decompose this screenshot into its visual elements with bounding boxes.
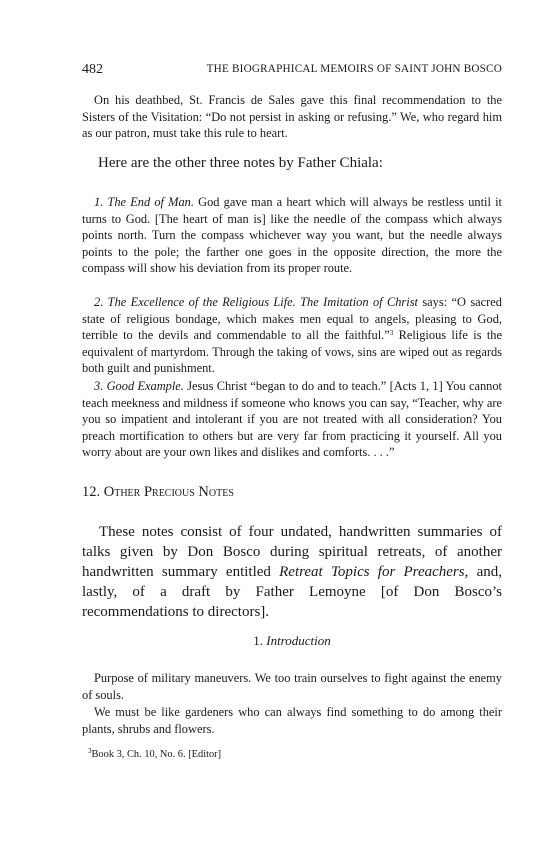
note-text: Religious life is the equivalent of martyrdom. Through the taking of vows, sins are wiped out as regards both guilt and punishment. [82, 328, 502, 375]
page-header [82, 62, 502, 82]
intro-line: Here are the other three notes by Father Chiala: [98, 155, 383, 171]
paragraph-military: Purpose of military maneuvers. We too train ourselves to fight against the enemy of souls. [82, 671, 502, 702]
paragraph-deathbed: On his deathbed, St. Francis de Sales gave this final recommendation to the Sisters of the Visitation: “Do not persist in asking or refusing.” We, who regard him as our patron, must take this rule to heart. [82, 93, 502, 140]
paragraph-gardeners: We must be like gardeners who can always find something to do among their plants, shrubs and flowers. [82, 705, 502, 736]
section-heading [82, 484, 234, 501]
note-lead: 3. Good Example. [94, 379, 184, 393]
footnote-text: Book 3, Ch. 10, No. 6. [Editor] [91, 749, 222, 760]
note-text: God gave man a heart which will always be restless until it turns to God. [The heart of man is] like the needle of the compass which always points north. Turn the compass whichever way you want, but the needle always points to the pole; the farther one goes in the opposite direction, the more the compass will show his deviation from its proper route. [82, 195, 502, 275]
footnote [88, 749, 221, 760]
note-end-of-man [82, 194, 502, 277]
subsection-heading [82, 633, 502, 649]
section-text: , and, lastly, of a draft by Father Lemoyne [of Don Bosco’s recommendations to directors]. [82, 564, 502, 620]
note-lead: 1. The End of Man. [94, 195, 194, 209]
note-good-example [82, 378, 502, 461]
note-text: Jesus Christ “began to do and to teach.” [Acts 1, 1] You cannot teach meekness and mildness if someone who knows you can say, “Teacher, why are you so impatient and intolerant if you are not treated with all consideration? You preach mortification to others but are very far from practicing it yourself. All you worry about are your own likes and dislikes and comforts. . . .” [82, 379, 503, 459]
note-text: says: “O sacred state of religious bondage, which makes men equal to angels, pleasing to God, terrible to the devils and commendable to all the faithful.” [82, 295, 502, 342]
section-text: These notes consist of four undated, handwritten summaries of talks given by Don Bosco during spiritual retreats, of another handwritten summary entitled [82, 524, 502, 580]
page-number: 482 [82, 62, 103, 77]
note-religious-life [82, 294, 502, 377]
footnote-reference: 3 [389, 329, 394, 337]
subsection-title: Introduction [266, 633, 331, 648]
footnote-marker: 3 [88, 747, 92, 755]
note-lead: 2. The Excellence of the Religious Life. The Imitation of Christ [94, 295, 418, 309]
section-title: Other Precious Notes [103, 484, 234, 500]
subsection-number: 1. [253, 633, 267, 648]
section-paragraph [82, 522, 502, 622]
section-italic-title: Retreat Topics for Preachers [279, 564, 465, 580]
section-number: 12. [82, 484, 104, 500]
running-title: THE BIOGRAPHICAL MEMOIRS OF SAINT JOHN BOSCO [206, 63, 502, 75]
